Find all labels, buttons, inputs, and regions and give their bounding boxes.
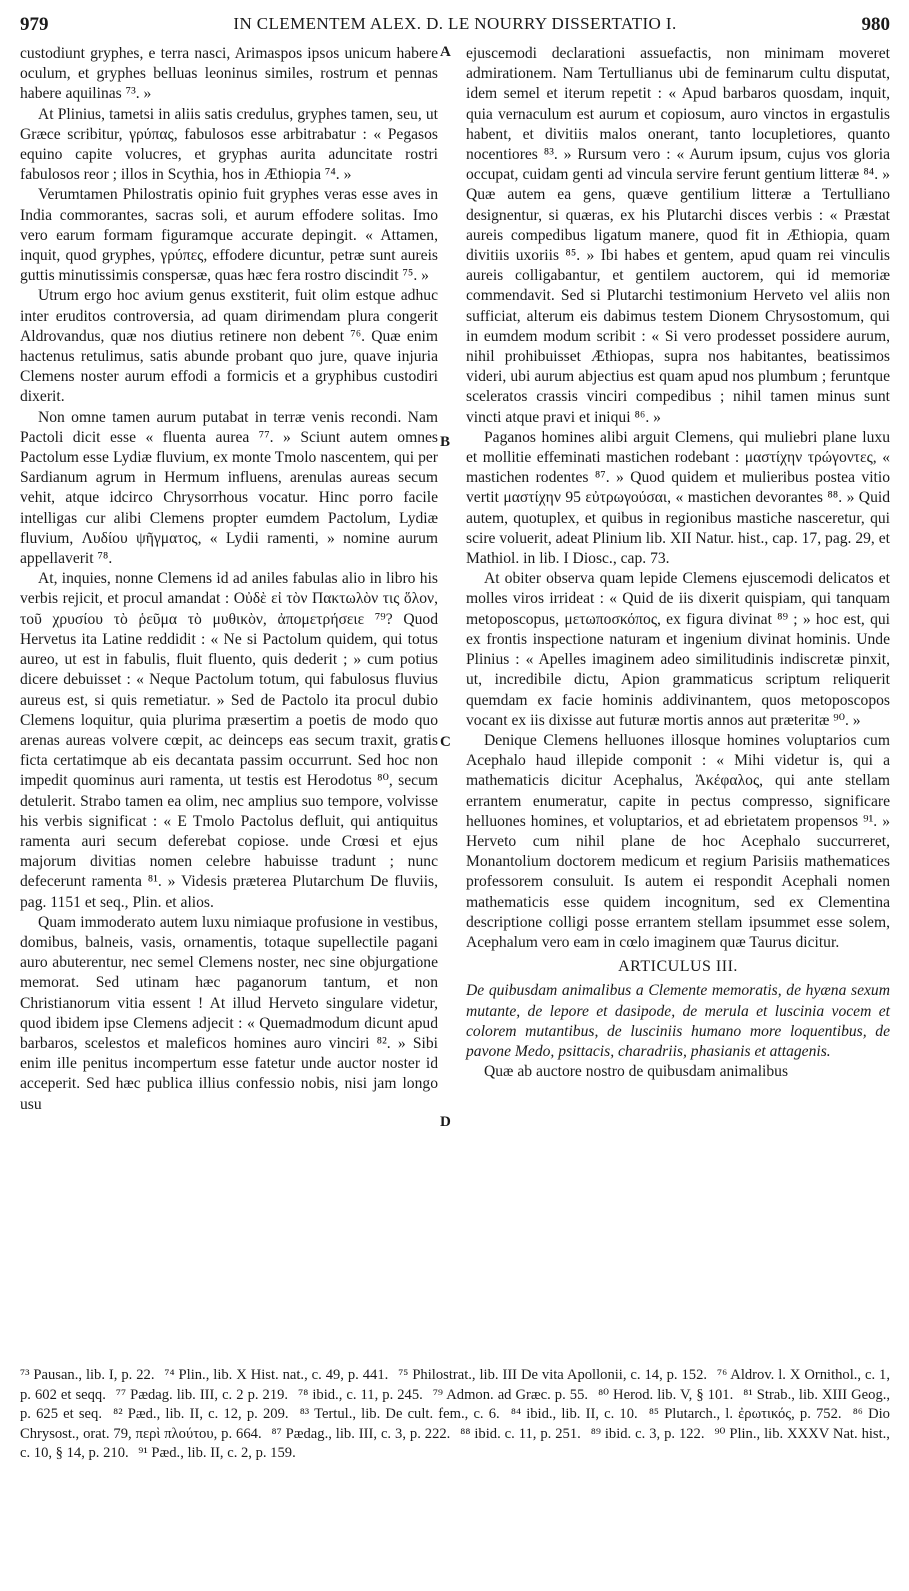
footnote: ⁷⁹ Admon. ad Græc. p. 55. [432, 1386, 589, 1403]
footnote: ⁸⁰ Herod. lib. V, § 101. [598, 1386, 734, 1403]
paragraph: Denique Clemens helluones illosque homines voluptarios cum Acephalo haud illepide componit : « Mihi videtur is, qui a mathematicis dicitur Acephalus, Ἀκέφαλος, qui ante stellam errantem enumeratur, capite in pectus compresso, significare helluones homines, et voluptarios, et ad ebrietatem propensos ⁹¹. » Herveto cum nihil plane de hoc Acephalo succurreret, Monantolium doctorem medicum et regium Parisiis mathematices professorem consuluit. Is autem ei respondit Acephali nomen mathematicis esse quidem incognitum, sed ex Clementina descriptione colligi posse errantem stellam ipsummet esse solem, Acephalum vero eam in cœlo imaginem quæ Taurus dicitur. [466, 731, 890, 951]
paragraph: Paganos homines alibi arguit Clemens, qui muliebri plane luxu et mollitie effeminati mastichen rodebant : μαστίχην τρώγοντες, « mastichen rodentes ⁸⁷. » Quod quidem et mulieribus postea vitio vertit μαστίχην 95 εὐτρωγούσαι, « mastichen devorantes ⁸⁸. » Quid autem, quotuplex, et quibus in regionibus mastiche nasceretur, qui scire voluerit, adeat Plinium lib. XII Natur. hist., cap. 17, pag. 29, et Mathiol. in lib. I Diosc., cap. 73. [466, 428, 890, 568]
paragraph: custodiunt gryphes, e terra nasci, Arimaspos ipsos unicum habere oculum, et gryphes belluas leoninus similes, rostrum et pennas habere aquilinas ⁷³. » [20, 45, 438, 103]
paragraph: Quam immoderato autem luxu nimiaque profusione in vestibus, domibus, balneis, vasis, ornamentis, totaque supellectile pagani auro abuterentur, nec semel Clemens noster, nec sine objurgatione memorat. Sed utinam hæc paganorum tantum, et non Christianorum vitia essent ! At illud Herveto singulare videtur, quod ibidem ipse Clemens adjecit : « Quemadmodum dicunt apud barbaros, scelestos et maleficos homines auro vinciri ⁸². » Sibi enim ille penitus incompertum esse fatetur unde auctor noster id acceperit. Sed hæc publica illius confessio nobis, nisi jam longo usu [20, 913, 438, 1113]
paragraph: At Plinius, tametsi in aliis satis credulus, gryphes tamen, seu, ut Græce scribitur, γρύπας, fabulosos esse arbitrabatur : « Pegasos equino capite volucres, et gryphas aurita aduncitate rostri fabulosos reor ; illos in Scythia, hos in Æthiopia ⁷⁴. » [20, 105, 438, 184]
footnote: ⁸³ Tertul., lib. De cult. fem., c. 6. [299, 1406, 500, 1422]
section-marker-c: C [440, 734, 451, 750]
paragraph: At obiter observa quam lepide Clemens ejuscemodi delicatos et molles viros irrideat : « Quid de iis dixerit quispiam, qui tanquam metoposcopus, μετωποσκόπος, ex figura divinat ⁸⁹ ; » hoc est, qui ex frontis inspectione naturam et ingenium divinat hominis. Unde Plinius : « Apelles imaginem adeo similitudinis indiscretæ pinxit, ut, incredibile dictu, Apion grammaticus scriptum reliquerit quemdam ex facie hominis addivinantem, quos metoposcopos vocant ex iis dixisse aut futuræ mortis annos aut præteritæ ⁹⁰. » [466, 570, 890, 729]
footnote: ⁷⁸ ibid., c. 11, p. 245. [298, 1386, 423, 1403]
section-marker-a: A [440, 44, 451, 60]
footnote: ⁸⁴ ibid., lib. II, c. 10. [510, 1406, 638, 1422]
running-title: IN CLEMENTEM ALEX. D. LE NOURRY DISSERTATIO I. [233, 14, 677, 33]
article-first-line: Quæ ab auctore nostro de quibusdam animalibus [484, 1063, 789, 1081]
footnote: ⁹⁰ Plin., lib. XXXV Nat. hist., c. 10, § 14, p. 210. [20, 1425, 890, 1461]
footnote: ⁸² Pæd., lib. II, c. 12, p. 209. [113, 1406, 289, 1422]
page-number-right: 980 [861, 14, 890, 35]
footnote: ⁸⁹ ibid. c. 3, p. 122. [590, 1425, 705, 1442]
page-number-left: 979 [20, 14, 49, 35]
left-column [20, 44, 438, 1115]
footnote: ⁷⁶ Aldrov. l. X Ornithol., c. 1, p. 602 et seqq. [20, 1367, 891, 1403]
footnote: ⁷⁷ Pædag. lib. III, c. 2 p. 219. [115, 1386, 289, 1403]
footnote: ⁸⁵ Plutarch., l. ἐρωτικός, p. 752. [648, 1406, 842, 1422]
page-header [20, 14, 890, 38]
footnote: ⁷⁵ Philostrat., lib. III De vita Apollonii, c. 14, p. 152. [398, 1367, 708, 1383]
footnote: ⁸⁸ ibid. c. 11, p. 251. [460, 1425, 581, 1442]
article-subtitle: De quibusdam animalibus a Clemente memoratis, de hyæna sexum mutante, de lepore et dasipode, de merula et luscinia vocem et colorem mutantibus, de lusciniis humano more loquentibus, de pavone Medo, psittacis, charadriis, phasianis et attagenis. [466, 982, 890, 1060]
paragraph: Utrum ergo hoc avium genus exstiterit, fuit olim estque adhuc inter eruditos controversia, ad quam dirimendam plura congerit Aldrovandus, quæ nos diutius retinere non debent ⁷⁶. Quæ enim hactenus retulimus, satis abunde probant quo jure, quave injuria Clemens noster aurum effodi a formicis et a gryphibus custodiri dixerit. [20, 287, 438, 406]
footnotes [20, 1366, 890, 1464]
paragraph: Verumtamen Philostratis opinio fuit gryphes veras esse aves in India commorantes, sacras soli, et aurum effodere solitas. Imo vero earum formam figuramque accurate depingit. « Attamen, inquit, quod gryphes, γρύπες, effodere dicuntur, petræ sunt aureis guttis minutissimis conspersæ, quas hæc fera rostro discindit ⁷⁵. » [20, 186, 438, 285]
paragraph: Non omne tamen aurum putabat in terræ venis recondi. Nam Pactoli dicit esse « fluenta aurea ⁷⁷. » Sciunt autem omnes Pactolum esse Lydiæ fluvium, ex monte Tmolo nascentem, qui per Sardianum agrum in Hermum influens, arenulas aureas secum vehit, atque idcirco Chrysorrhous vocatur. Hinc porro facile intelligas cur alibi Clemens propter eumdem Pactolum, Lydiæ fluvium, Λυδίου ψῆγματος, « Lydii ramenti, » nomine aurum appellaverit ⁷⁸. [20, 408, 438, 568]
paragraph: At, inquies, nonne Clemens id ad aniles fabulas alio in libro his verbis rejicit, et procul amandat : Οὐδὲ εἰ τὸν Πακτωλὸν τις ὅλον, τοῦ χρυσίου τὸ ῥεῦμα τὸ μυθικὸν, ἀπομετρήσειε ⁷⁹? Quod Hervetus ita Latine reddidit : « Ne si Pactolum quidem, qui totus aureo, ut est in fabulis, fluit fluento, quis dederit ; » cum potius dicere debuisset : « Neque Pactolum totum, qui fabulosus fluvius aureus est, si quis remetiatur. » Sed de Pactolo ita procul dubio Clemens loquitur, quia plurima præsertim a poetis de modo quo arenas aureas volvere cœpit, ac deinceps eas secum traxit, gratis ficta certatimque ab eis decantata passim occurrunt. Sed hoc non impedit quominus auri ramenta, ut testis est Herodotus ⁸⁰, secum detulerit. Strabo tamen ea olim, nec amplius suo tempore, volvisse his verbis significat : « E Tmolo Pactolus defluit, qui antiquitus ramenta auri secum deferebat copiose. unde Crœsi et ejus majorum divitias nomen celebre habuisse tradunt ; nunc defecerunt ramenta ⁸¹. » Videsis præterea Plutarchum De fluviis, pag. 1151 et seq., Plin. et alios. [20, 570, 438, 911]
footnote: ⁷³ Pausan., lib. I, p. 22. [20, 1367, 155, 1383]
footnote: ⁸⁷ Pædag., lib. III, c. 3, p. 222. [271, 1425, 451, 1442]
paragraph: ejuscemodi declarationi assuefactis, non minimam moveret admirationem. Nam Tertullianus ubi de feminarum cultu disputat, idem semel et iterum repetit : « Apud barbaros quosdam, inquit, quia vernaculum est aurum et copiosum, auro vinctos in ergastulis habent, et divitiis malos onerant, tanto locupletiores, quanto nocentiores ⁸³. » Rursum vero : « Aurum ipsum, cujus vos gloria occupat, cuidam genti ad vincula servire ferunt gentium litteræ ⁸⁴. » Quæ autem ea gens, quæve gentilium litteræ a Tertulliano designentur, si quæras, ex his Plutarchi disces verbis : « Præstat aureis compedibus ligatum manere, quod fit in Æthiopia, quam divitiis uxoriis ⁸⁵. » Ibi habes et gentem, apud quam rei vinculis aureis colligabantur, et gentilem auctorem, qui id memoriæ commendavit. Sed si Plutarchi testimonium Herveto vel aliis non sufficiat, alterum eis dabimus testem Dionem Chrysostomum, qui in eumdem modum scribit : « Si vero prodesset possidere aurum, nihil prohibuisset Æthiopas, supra nos habitantes, beatissimos videri, ubi aurum abjectius est quam apud nos plumbum ; feruntque sceleratos crassis vinciri compedibus ; nihil tamen minus sunt vincti atque pravi et iniqui ⁸⁶. » [466, 45, 890, 426]
footnote: ⁸¹ Strab., lib. XIII Geog., p. 625 et seq. [20, 1386, 891, 1422]
section-marker-b: B [440, 434, 451, 450]
right-column [466, 44, 890, 1082]
section-marker-d: D [440, 1114, 451, 1130]
article-title: ARTICULUS III. [618, 958, 738, 976]
footnote: ⁷⁴ Plin., lib. X Hist. nat., c. 49, p. 441. [164, 1367, 389, 1383]
footnote: ⁸⁶ Dio Chrysost., orat. 79, περὶ πλούτου, p. 664. [20, 1406, 890, 1442]
footnote-divider [20, 1356, 890, 1357]
footnote: ⁹¹ Pæd., lib. II, c. 2, p. 159. [138, 1445, 296, 1461]
